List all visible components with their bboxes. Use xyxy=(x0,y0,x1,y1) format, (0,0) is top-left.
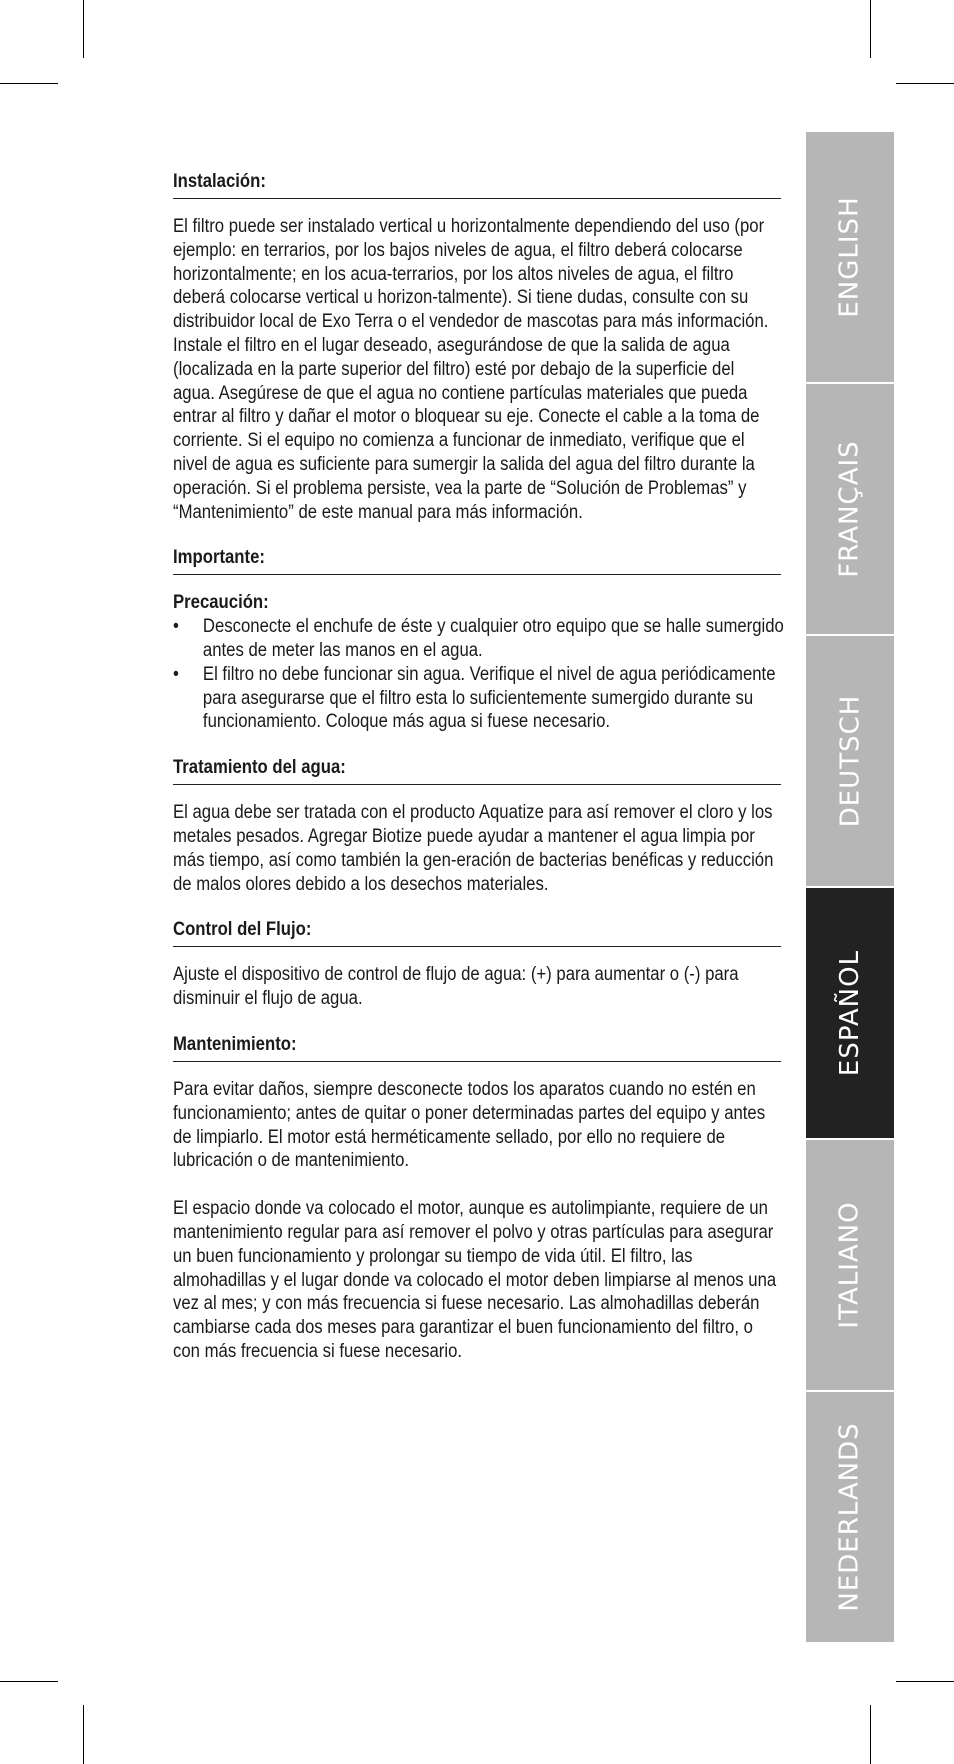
paragraph: Para evitar daños, siempre desconecte todos los aparatos cuando no estén en funcionamiento; antes de quitar o poner determinadas partes del equipo y antes de limpiarlo. El motor está herméticamente sellado, por ello no requiere de lubricación o de mantenimiento. xyxy=(173,1078,766,1172)
list-item: • El filtro no debe funcionar sin agua. Verifique el nivel de agua periódicamente para asegurarse que el filtro esta lo suficientemente sumergido durante su funcionamiento. Coloque más agua si fuese necesario. xyxy=(173,663,776,733)
section-heading-control: Control del Flujo: xyxy=(173,918,781,947)
tab-espanol[interactable]: ESPAÑOL xyxy=(806,886,894,1138)
section-heading-tratamiento: Tratamiento del agua: xyxy=(173,756,781,785)
tab-italiano[interactable]: ITALIANO xyxy=(806,1138,894,1390)
section-heading-instalacion: Instalación: xyxy=(173,170,781,199)
crop-mark xyxy=(0,83,58,84)
crop-mark xyxy=(870,0,871,58)
tab-english[interactable]: ENGLISH xyxy=(806,130,894,382)
tab-nederlands[interactable]: NEDERLANDS xyxy=(806,1390,894,1642)
subheading-precaucion: Precaución: xyxy=(173,592,269,614)
list-item: • Desconecte el enchufe de éste y cualquier otro equipo que se halle sumergido antes de meter las manos en el agua. xyxy=(173,616,784,661)
paragraph: Instale el filtro en el lugar deseado, asegurándose de que la salida de agua (localizada en la parte superior del filtro) esté por debajo de la superficie del agua. Asegúrese de que el agua no contiene partículas materiales que pueda entrar al filtro y dañar el motor o bloquear su eje. Conecte el cable a la toma de corriente. Si el equipo no comienza a funcionar de inmediato, verifique que el nivel de agua es suficiente para sumergir la salida del agua del filtro durante la operación. Si el problema persiste, vea la parte de “Solución de Problemas” y “Mantenimiento” de este manual para más información. xyxy=(173,334,760,523)
paragraph: El espacio donde va colocado el motor, aunque es autolimpiante, requiere de un mantenimiento regular para así remover el polvo y otras partículas para asegurar un buen funcionamiento y prolongar su tiempo de vida útil. El filtro, las almohadillas y el lugar donde va colocado el motor deben limpiarse al menos una vez al mes; y con más frecuencia si fuese necesario. Las almohadillas deberán cambiarse cada dos meses para garantizar el buen funcionamiento del filtro, o con más frecuencia si fuese necesario. xyxy=(173,1198,777,1362)
crop-mark xyxy=(83,0,84,58)
tab-deutsch[interactable]: DEUTSCH xyxy=(806,634,894,886)
bullet-icon: • xyxy=(173,616,179,638)
bullet-icon: • xyxy=(173,663,179,685)
section-heading-mantenimiento: Mantenimiento: xyxy=(173,1033,781,1062)
paragraph: El filtro puede ser instalado vertical u horizontalmente dependiendo del uso (por ejemplo: en terrarios, por los bajos niveles de agua, el filtro deberá colocarse horizontalmente; en los acua-terrarios, por los altos niveles de agua, el filtro deberá colocarse vertical u horizon-talmente). Si tiene dudas, consulte con su distribuidor local de Exo Terra o el vendedor de mascotas para más información. xyxy=(173,216,769,333)
crop-mark xyxy=(83,1705,84,1764)
paragraph: Ajuste el dispositivo de control de flujo de agua: (+) para aumentar o (-) para disminuir el flujo de agua. xyxy=(173,964,739,1010)
paragraph: El agua debe ser tratada con el producto Aquatize para así remover el cloro y los metales pesados. Agregar Biotize puede ayudar a mantener el agua limpia por más tiempo, así como también la gen-eración de bacterias benéficas y reducción de malos olores debido a los desechos materiales. xyxy=(173,802,774,895)
tab-francais[interactable]: FRANÇAIS xyxy=(806,382,894,634)
crop-mark xyxy=(896,83,954,84)
crop-mark xyxy=(896,1681,954,1682)
section-heading-importante: Importante: xyxy=(173,546,781,575)
crop-mark xyxy=(0,1681,58,1682)
crop-mark xyxy=(870,1705,871,1764)
caution-list xyxy=(173,615,784,734)
manual-content xyxy=(173,170,784,1364)
